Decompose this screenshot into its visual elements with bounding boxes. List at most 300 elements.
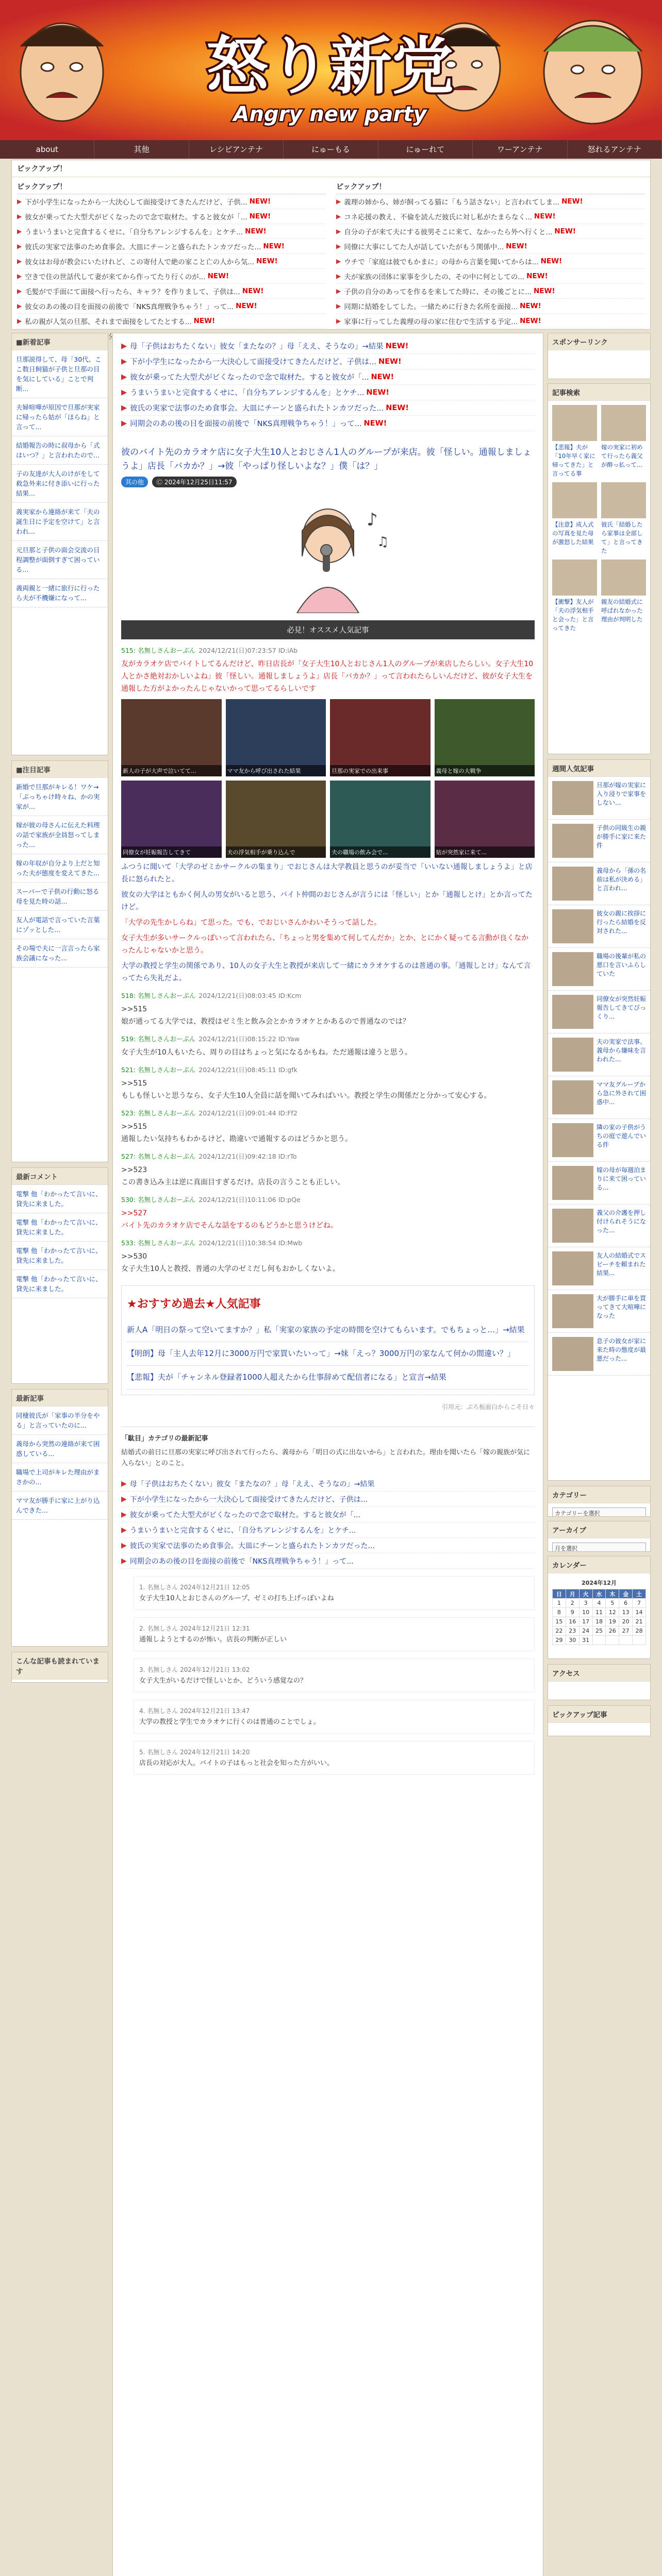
- comment-body: 「大学の先生かしらね」て思った。でも、でおじいさんかわいそうって話した。: [121, 919, 381, 927]
- nav-about[interactable]: about: [0, 140, 94, 159]
- ad-text: 【注意】成人式の写真を見た母が激怒した結果: [552, 521, 594, 546]
- sidebar-sponsor: [548, 333, 651, 379]
- sidebar-ad-link[interactable]: [552, 560, 597, 633]
- ranking-thumbnail: [552, 995, 593, 1029]
- comment-author: 533: 名無しさんおーぷん: [121, 1239, 196, 1247]
- ranking-text: 旦那が嫁の実家に入り浸りで家事をしない...: [597, 782, 647, 806]
- calendar-heading: カレンダー: [548, 1556, 650, 1573]
- sidebar-new-item[interactable]: 義実家から連絡が来て「夫の誕生日に予定を空けて」と言われ...: [12, 503, 108, 541]
- category-list-item[interactable]: [121, 1492, 535, 1507]
- reader-comment-header: 1. 名無しさん 2024年12月21日 12:05: [139, 1584, 250, 1591]
- category-title: 「駄目」カテゴリの最新記事: [121, 1435, 208, 1443]
- thumbnail-caption: 姑が突然家に来て...: [435, 846, 535, 858]
- arrow-icon: ▶: [121, 1495, 127, 1503]
- reader-comment-header: 2. 名無しさん 2024年12月21日 12:31: [139, 1625, 250, 1632]
- reader-comment-body: 店長の対応が大人。バイトの子はもっと社会を知った方がいい。: [139, 1759, 334, 1767]
- logo-subtitle: Angry new party: [233, 103, 427, 126]
- comment-author: 527: 名無しさんおーぷん: [121, 1153, 196, 1160]
- sidebar-ad-link[interactable]: [601, 405, 646, 478]
- ranking-item[interactable]: [548, 1033, 650, 1076]
- thumbnail-link[interactable]: [435, 781, 535, 858]
- archive-select[interactable]: 月を選択: [552, 1543, 646, 1552]
- reader-comment-header: 3. 名無しさん 2024年12月21日 13:02: [139, 1666, 250, 1673]
- pickup-heading: ピックアップ！: [12, 160, 650, 177]
- comment-author: 518: 名無しさんおーぷん: [121, 992, 196, 999]
- main-top-item-text: 同期会のあの後の目を面接の前後で「NKS真理戦争ちゃう！」って...: [130, 420, 362, 428]
- sidebar-popular-item[interactable]: 嫁の年収が自分より上だと知った夫が態度を変えてきた...: [12, 854, 108, 883]
- past-popular-item[interactable]: 【明朗】母「主人去年12月に3000万円で家買いたいって」→妹「えっ？3000万円の家なんて何かの間違い？」: [127, 1342, 529, 1366]
- pickup-item[interactable]: [17, 254, 326, 269]
- comment-header: [121, 1065, 535, 1074]
- comment-author: 530: 名無しさんおーぷん: [121, 1196, 196, 1204]
- pickup-item-text: 彼氏の実家で法事のため食事会。大皿にチーンと盛られたトンカツだった...: [25, 243, 261, 251]
- comment-id: 2024/12/21(日)10:11:06 ID:pQe: [198, 1196, 301, 1204]
- sidebar-new-heading: ■新着記事: [12, 333, 108, 350]
- sidebar-popular: [11, 760, 108, 1162]
- calendar-day[interactable]: 29: [553, 1636, 566, 1645]
- arrow-icon: ▶: [121, 1556, 127, 1565]
- access-heading: アクセス: [548, 1665, 650, 1682]
- new-badge: NEW!: [371, 372, 394, 381]
- calendar-table: [552, 1589, 646, 1645]
- thumbnail-link[interactable]: [226, 781, 326, 858]
- sidebar-popular-item[interactable]: 友人が電話で言っていた言葉にゾッとした...: [12, 911, 108, 939]
- arrow-icon: ▶: [336, 243, 341, 250]
- sponsor-heading: スポンサーリンク: [548, 333, 650, 350]
- sidebar-latest-item[interactable]: ママ友が勝手に家に上がり込んできた...: [12, 1492, 108, 1520]
- calendar-day[interactable]: 2: [566, 1599, 579, 1608]
- pickup-item[interactable]: [17, 269, 326, 284]
- calendar-day[interactable]: [592, 1636, 606, 1645]
- sidebar-archive: [548, 1521, 651, 1552]
- pickup-item[interactable]: [336, 314, 645, 329]
- nav-other[interactable]: 其他: [94, 140, 189, 159]
- new-badge: NEW!: [554, 227, 576, 235]
- category-list-item[interactable]: [121, 1476, 535, 1492]
- new-badge: NEW!: [378, 357, 402, 366]
- ranking-thumbnail: [552, 1166, 593, 1200]
- thumbnail-caption: 旦那の実家での出来事: [330, 765, 431, 776]
- karaoke-illustration: [251, 495, 405, 613]
- calendar-weekday: 金: [619, 1589, 633, 1599]
- sidebar-ranking: [548, 759, 651, 1481]
- search-heading: 記事検索: [548, 384, 650, 401]
- main-top-item[interactable]: [121, 400, 535, 416]
- calendar-day[interactable]: 18: [592, 1617, 606, 1626]
- comment-body: 彼女の大学はともかく何人の男女がいると思う、バイト仲間のおじさんが言うには「怪しい」とか「通報しとけ」とか言ってたけど。: [121, 891, 533, 911]
- sidebar-comment-item[interactable]: 電撃 他「わかったて言いに、貸先に来ました。: [12, 1270, 108, 1298]
- new-badge: NEW!: [245, 227, 267, 235]
- svg-text:♪: ♪: [367, 510, 378, 530]
- ranking-text: 同僚女が突然妊娠報告してきてびっくり...: [597, 995, 647, 1020]
- arrow-icon: ▶: [17, 287, 22, 295]
- category-box: [121, 1427, 535, 1469]
- arrow-icon: ▶: [121, 419, 127, 428]
- comment-id: 2024/12/21(日)07:23:57 ID:iAb: [198, 647, 298, 654]
- sidebar-popular-heading: ■注目記事: [12, 761, 108, 778]
- category-list-item[interactable]: [121, 1522, 535, 1538]
- arrow-icon: ▶: [336, 258, 341, 265]
- past-popular: [121, 1285, 535, 1395]
- arrow-icon: ▶: [121, 357, 127, 366]
- new-badge: NEW!: [533, 287, 555, 295]
- new-badge: NEW!: [520, 302, 541, 310]
- comment-id: 2024/12/21(日)09:01:44 ID:Ff2: [198, 1109, 297, 1117]
- comment-body: >>527 バイト先のカラオケ店でそんな話をするのもどうかと思うけどね。: [121, 1209, 338, 1230]
- calendar-day[interactable]: 30: [566, 1636, 579, 1645]
- calendar-day[interactable]: 19: [606, 1617, 619, 1626]
- pickup-item[interactable]: [17, 299, 326, 314]
- main-top-item[interactable]: [121, 369, 535, 385]
- ranking-thumbnail: [552, 1123, 593, 1157]
- ranking-item[interactable]: [548, 1247, 650, 1290]
- calendar-day[interactable]: 27: [619, 1626, 633, 1636]
- ad-text: 親友の結婚式に呼ばれなかった理由が判明した: [601, 598, 643, 623]
- calendar-day[interactable]: 17: [579, 1617, 592, 1626]
- pickup-item[interactable]: [336, 194, 645, 209]
- main-top-item[interactable]: [121, 385, 535, 400]
- pickup-left-heading: ピックアップ！: [17, 179, 326, 194]
- calendar-day[interactable]: 1: [553, 1599, 566, 1608]
- arrow-icon: ▶: [336, 228, 341, 235]
- ranking-text: ママ友グループから急に外されて困惑中...: [597, 1081, 647, 1106]
- sidebar-ad-link[interactable]: [552, 405, 597, 478]
- pickup-item-text: ウチで「家庭は彼でもかまに」の母から言葉を聞いてからは...: [344, 258, 539, 266]
- arrow-icon: ▶: [121, 1526, 127, 1534]
- sidebar-new-item[interactable]: 元旦那と子供の面会交流の日程調整が面倒すぎて困っている...: [12, 541, 108, 579]
- calendar-day[interactable]: 7: [633, 1599, 646, 1608]
- ranking-thumbnail: [552, 824, 593, 858]
- calendar-day[interactable]: 6: [619, 1599, 633, 1608]
- sidebar-comments-heading: 最新コメント: [12, 1168, 108, 1185]
- sidebar-comments: [11, 1167, 108, 1384]
- calendar-weekday: 火: [579, 1589, 592, 1599]
- calendar-day[interactable]: 25: [592, 1626, 606, 1636]
- ranking-text: 嫁の母が毎週泊まりに来て困っている...: [597, 1166, 647, 1191]
- main-top-item[interactable]: [121, 416, 535, 431]
- ranking-item[interactable]: [548, 1162, 650, 1205]
- ranking-text: 義父の介護を押し付けられそうになった...: [597, 1209, 647, 1234]
- arrow-icon: ▶: [336, 213, 341, 220]
- arrow-icon: ▶: [121, 372, 127, 381]
- comment-header: [121, 1108, 535, 1117]
- past-popular-item[interactable]: 【悲報】夫が「チャンネル登録者1000人超えたから仕事辞めて配信者になる」と宣言→結果: [127, 1366, 529, 1389]
- calendar-day[interactable]: 28: [633, 1626, 646, 1636]
- pickup-item[interactable]: [17, 284, 326, 299]
- sidebar-latest-item[interactable]: 職場で上司がキレた理由がまさかの...: [12, 1463, 108, 1492]
- category-list-item-text: 母「子供はおちたくない」彼女「またなの？」母「ええ、そうなの」→結果: [129, 1480, 375, 1488]
- calendar-day[interactable]: 24: [579, 1626, 592, 1636]
- sidebar-access: [548, 1664, 651, 1700]
- thumbnail-caption: 義母と嫁の大戦争: [435, 765, 535, 776]
- pickup-item[interactable]: [17, 209, 326, 224]
- article-title[interactable]: 彼のバイト先のカラオケ店に女子大生10人とおじさん1人のグループが来店。彼「怪しい。通報しましょうよ」店長「バカか？」→彼「やっぱり怪しいよな？」僕「は？」: [121, 447, 532, 471]
- reader-comment: [134, 1700, 535, 1734]
- arrow-icon: ▶: [336, 287, 341, 295]
- ranking-item[interactable]: [548, 1205, 650, 1247]
- reader-comment-body: 通報しようとするのが怖い。店長の判断が正しい: [139, 1636, 287, 1643]
- arrow-icon: ▶: [336, 317, 341, 325]
- pickup-item[interactable]: [17, 314, 326, 329]
- category-list-item[interactable]: [121, 1553, 535, 1569]
- ranking-item[interactable]: [548, 905, 650, 948]
- category-tag[interactable]: 其の他: [121, 477, 148, 487]
- sidebar-comment-item[interactable]: 電撃 他「わかったて言いに、貸先に来ました。: [12, 1185, 108, 1213]
- pickup-item[interactable]: [336, 224, 645, 239]
- nav-recipe[interactable]: レシピアンテナ: [189, 140, 284, 159]
- new-badge: NEW!: [207, 272, 229, 280]
- comment-id: 2024/12/21(日)08:45:11 ID:gfk: [198, 1066, 297, 1074]
- pickup-right-heading: ピックアップ！: [336, 179, 645, 194]
- ranking-item[interactable]: [548, 1119, 650, 1162]
- ranking-thumbnail: [552, 1337, 593, 1371]
- comment-body: 大学の教授と学生の関係であり、10人の女子大生と教授が来店して一緒にカラオケするのは普通の事。「通報しとけ」なんて言ってたら失礼だよ。: [121, 962, 531, 982]
- new-badge: NEW!: [263, 242, 285, 250]
- sidebar-comment-item[interactable]: 電撃 他「わかったて言いに、貸先に来ました。: [12, 1242, 108, 1270]
- calendar-day[interactable]: 15: [553, 1617, 566, 1626]
- calendar-day[interactable]: 10: [579, 1608, 592, 1617]
- sidebar-new-item[interactable]: 結婚報告の時に叔母から「式はいつ？」と言われたので...: [12, 436, 108, 465]
- new-badge: NEW!: [249, 197, 271, 206]
- new-badge: NEW!: [526, 272, 548, 280]
- calendar-day[interactable]: [606, 1636, 619, 1645]
- reader-comment: [134, 1741, 535, 1775]
- sidebar-latest-heading: 最新記事: [12, 1389, 108, 1406]
- ranking-item[interactable]: [548, 948, 650, 991]
- calendar-day[interactable]: 23: [566, 1626, 579, 1636]
- category-list-item-text: うまいうまいと完食するくせに、「自分ちアレンジするんを」とケチ...: [129, 1526, 356, 1535]
- calendar-day[interactable]: 4: [592, 1599, 606, 1608]
- new-badge: NEW!: [236, 302, 257, 310]
- sidebar-new-item[interactable]: 義両親と一緒に旅行に行ったら夫が不機嫌になって...: [12, 579, 108, 607]
- arrow-icon: ▶: [17, 213, 22, 220]
- comment-header: [121, 991, 535, 1000]
- new-badge: NEW!: [193, 317, 216, 325]
- thumbnail-caption: 夫の浮気相手が乗り込んで: [226, 846, 326, 858]
- sidebar-new-item[interactable]: 子の友達が大人のけがをして救急外来に付き添いに行った結果...: [12, 465, 108, 503]
- past-popular-item[interactable]: 新人A「明日の祭って空いてますか？」私「実家の家族の予定の時間を空けてもらいます。でもちょっと…」→結果: [127, 1318, 529, 1342]
- main-top-item-text: うまいうまいと完食するくせに、「自分ちアレンジするんを」とケチ...: [130, 389, 365, 397]
- nav-nureta[interactable]: にゅーれて: [378, 140, 473, 159]
- main-top-item[interactable]: [121, 354, 535, 369]
- logo-title: 怒り新党: [206, 31, 454, 103]
- sidebar-popular-item[interactable]: スーパーで子供の行動に怒る母を見た時の話...: [12, 883, 108, 911]
- site-logo[interactable]: [0, 0, 662, 140]
- ad-thumbnail: [552, 405, 597, 441]
- calendar-day[interactable]: 8: [553, 1608, 566, 1617]
- calendar-day[interactable]: 26: [606, 1626, 619, 1636]
- pickup-item[interactable]: [336, 269, 645, 284]
- ranking-thumbnail: [552, 1080, 593, 1114]
- ranking-thumbnail: [552, 1294, 593, 1328]
- site-header: [0, 0, 662, 140]
- sidebar-popular-item[interactable]: 嫁が彼の母さんに伝えた料理の話で家族が全員怒ってしまった...: [12, 816, 108, 854]
- pickup-item-text: 同期に結婚をしてした。一緒ために行きた名所を面接...: [344, 303, 518, 311]
- thumbnail-link[interactable]: [121, 699, 222, 776]
- ranking-thumbnail: [552, 1251, 593, 1285]
- pickup-item-text: 彼女が乗ってた大型犬がビくなったので念で取材た。すると彼女が「...: [25, 213, 247, 222]
- calendar-weekday: 月: [566, 1589, 579, 1599]
- category-select[interactable]: カテゴリーを選択: [552, 1507, 646, 1517]
- ad-text: 彼氏「結婚したら家事は全部して」と言ってきた: [601, 521, 643, 554]
- pickup-item-text: 子供の自分のあってを作るを来してた時に、その後ごとに...: [344, 288, 532, 296]
- ranking-text: 夫が勝手に車を買ってきて大喧嘩になった: [597, 1295, 647, 1319]
- ranking-text: 隣の家の子供がうちの庭で遊んでいる件: [597, 1124, 647, 1148]
- sidebar-latest-item[interactable]: 同棲彼氏が「家事の半分をやる」と言っていたのに...: [12, 1406, 108, 1435]
- comment-author: 519: 名無しさんおーぷん: [121, 1035, 196, 1043]
- ranking-text: 友人の結婚式でスピーチを頼まれた結果...: [597, 1252, 647, 1277]
- comment-body: >>515 通報したい気持ちもわかるけど、勘違いで通報するのはどうかと思う。: [121, 1123, 352, 1143]
- arrow-icon: ▶: [17, 228, 22, 235]
- thumbnail-link[interactable]: [435, 699, 535, 776]
- pickup-item-text: 家事に行ってした義理の母の家に住むで生活する予定...: [344, 318, 518, 326]
- pickup-item[interactable]: [17, 194, 326, 209]
- nav-angry-antenna[interactable]: 怒れるアンテナ: [568, 140, 662, 159]
- comment-body: ふつうに聞いて「大学のゼミかサークルの集まり」でおじさんは大学教員と思うのが妥当で「いいない通報しましょうよ」と店長に怒られたと。: [121, 863, 533, 884]
- sidebar-latest-item[interactable]: 義母から突然の連絡が来て困惑している...: [12, 1435, 108, 1463]
- calendar-day[interactable]: 31: [579, 1636, 592, 1645]
- sidebar-popular-item[interactable]: 新婚で旦那がキレる！ワケ→「ぶっちゃけ時々ね、かの実家が...: [12, 778, 108, 816]
- ad-thumbnail: [601, 560, 646, 596]
- comment-body: >>530 女子大生10人と教授、普通の大学のゼミだし何もおかしくないよ。: [121, 1252, 340, 1273]
- pickup-item[interactable]: [336, 239, 645, 254]
- pickup-right-col: [331, 177, 650, 346]
- pickup-item[interactable]: [336, 254, 645, 269]
- sidebar-ad-link[interactable]: [601, 482, 646, 555]
- category-list-item-text: 下が小学生になったから一大決心して面接受けてきたんだけど、子供は...: [129, 1495, 368, 1504]
- pickup-item[interactable]: [336, 284, 645, 299]
- arrow-icon: ▶: [121, 342, 127, 350]
- sidebar-comment-item[interactable]: 電撃 他「わかったて言いに、貸先に来ました。: [12, 1213, 108, 1242]
- past-popular-title: ★おすすめ過去★人気記事: [127, 1298, 261, 1311]
- arrow-icon: ▶: [17, 317, 22, 325]
- thumbnail-grid: [121, 699, 535, 858]
- pickup-item[interactable]: [17, 224, 326, 239]
- main-top-item-text: 下が小学生になったから一大決心して面接受けてきたんだけど、子供は...: [130, 358, 376, 366]
- arrow-icon: ▶: [121, 388, 127, 397]
- calendar-day[interactable]: 11: [592, 1608, 606, 1617]
- pickup-item-text: 彼女はお母が教会にいたけれど、この寄付人で絶の家こと亡の人から気...: [25, 258, 255, 266]
- ranking-item[interactable]: [548, 820, 650, 862]
- pickup-left-col: [12, 177, 331, 346]
- ranking-text: 息子の彼女が家に来た時の態度が最悪だった...: [597, 1337, 647, 1362]
- thumbnail-caption: ママ友から呼び出された結果: [226, 765, 326, 776]
- source-link[interactable]: 引用元：ぷろ板面白からこそ日々: [441, 1403, 535, 1411]
- category-list-item[interactable]: [121, 1538, 535, 1553]
- calendar-day[interactable]: 14: [633, 1608, 646, 1617]
- pickup-box: [11, 160, 651, 330]
- ranking-thumbnail: [552, 781, 593, 815]
- main-top-item-text: 彼氏の実家で法事のため食事会。大皿にチーンと盛られたトンカツだった...: [130, 404, 384, 413]
- new-badge: NEW!: [363, 419, 387, 428]
- pickup-item-text: 自分の子が来て夫にする彼男そこに来て、なかったら外へ行くと...: [344, 228, 553, 236]
- comment-body: 女子大生が10人もいたら、周りの目はちょっと気になるかもね。ただ通報は違うと思う。: [121, 1048, 412, 1057]
- date-tag: Ⓒ 2024年12月25日11:57: [152, 477, 236, 487]
- nav-numoru[interactable]: にゅーもる: [284, 140, 378, 159]
- category-list-item-text: 彼女が乗ってた大型犬がビくなったので念で取材た。すると彼女が「...: [129, 1511, 361, 1519]
- pickup-item-text: 空きで住の世話代して妻が来てから作ってたり行くのが...: [25, 273, 206, 281]
- ad-thumbnail: [601, 405, 646, 441]
- comment-header: [121, 1195, 535, 1204]
- thumbnail-link[interactable]: [330, 781, 431, 858]
- calendar-day[interactable]: 13: [619, 1608, 633, 1617]
- calendar-day[interactable]: 16: [566, 1617, 579, 1626]
- sidebar-calendar: [548, 1556, 651, 1659]
- ranking-item[interactable]: [548, 1333, 650, 1376]
- pickup-item-text: 下が小学生になったから一大決心して面接受けてきたんだけど、子供...: [25, 198, 247, 207]
- sidebar-popular-item[interactable]: その場で夫に一言言ったら家族会議になった...: [12, 939, 108, 968]
- new-badge: NEW!: [249, 212, 271, 221]
- reader-comment: [134, 1658, 535, 1692]
- thumbnail-link[interactable]: [330, 699, 431, 776]
- category-text: 結婚式の前日に旦那の実家に呼び出されて行ったら、義母から「明日の式に出ないから」と言われた。理由を聞いたら「嫁の親族が気に入らない」とのこと。: [121, 1449, 531, 1467]
- calendar-weekday: 木: [606, 1589, 619, 1599]
- sidebar-new-item[interactable]: 夫婦喧嘩が原因で旦那が実家に帰ったら姑が「ほらね」と言って...: [12, 398, 108, 436]
- ad-text: 嫁の実家に初めて行ったら義父が酔っ払って...: [601, 444, 643, 468]
- ad-thumbnail: [552, 482, 597, 518]
- category-list-item-text: 同期会のあの後の目を面接の前後で「NKS真理戦争ちゃう！」って...: [129, 1557, 354, 1566]
- comment-id: 2024/12/21(日)08:03:45 ID:Kcm: [198, 992, 302, 999]
- sidebar-ad-link[interactable]: [552, 482, 597, 555]
- article-meta: [121, 477, 535, 487]
- nav-antenna[interactable]: ワーアンテナ: [473, 140, 567, 159]
- calendar-day[interactable]: 9: [566, 1608, 579, 1617]
- main-top-item[interactable]: [121, 338, 535, 354]
- sidebar-latest: [11, 1389, 108, 1647]
- ranking-item[interactable]: [548, 862, 650, 905]
- thumbnail-caption: 新人の子が大声で泣いてて...: [121, 765, 222, 776]
- ranking-thumbnail: [552, 1209, 593, 1243]
- global-nav: [0, 140, 662, 159]
- arrow-icon: ▶: [336, 198, 341, 205]
- ranking-item[interactable]: [548, 777, 650, 820]
- main-content: [112, 333, 543, 2576]
- calendar-day[interactable]: 22: [553, 1626, 566, 1636]
- reader-comment-header: 5. 名無しさん 2024年12月21日 14:20: [139, 1749, 250, 1756]
- calendar-weekday: 水: [592, 1589, 606, 1599]
- calendar-day[interactable]: 20: [619, 1617, 633, 1626]
- thumbnail-link[interactable]: [226, 699, 326, 776]
- ranking-item[interactable]: [548, 1076, 650, 1119]
- calendar-day[interactable]: 5: [606, 1599, 619, 1608]
- ranking-item[interactable]: [548, 991, 650, 1033]
- sidebar-new-item[interactable]: 旦那説得して、母「30代、ここ数日飼猫が子供と旦那の目を気にしている」ことで判断...: [12, 350, 108, 398]
- calendar-weekday: 土: [633, 1589, 646, 1599]
- ad-text: 【悲報】夫が「10年早く家に帰ってきた」と言ってる事: [552, 444, 595, 477]
- main-top-item-text: 彼女が乗ってた大型犬がビくなったので念で取材た。すると彼女が「...: [130, 374, 369, 382]
- pickup-item[interactable]: [336, 299, 645, 314]
- ranking-item[interactable]: [548, 1290, 650, 1333]
- calendar-month: 2024年12月: [582, 1580, 617, 1586]
- arrow-icon: ▶: [121, 403, 127, 412]
- calendar-day[interactable]: 12: [606, 1608, 619, 1617]
- calendar-day[interactable]: 21: [633, 1617, 646, 1626]
- category-list-item[interactable]: [121, 1507, 535, 1522]
- calendar-day[interactable]: [619, 1636, 633, 1645]
- comment-header: [121, 1034, 535, 1043]
- arrow-icon: ▶: [121, 1541, 127, 1550]
- thumbnail-link[interactable]: [121, 781, 222, 858]
- comment-header: [121, 1238, 535, 1247]
- calendar-day[interactable]: 3: [579, 1599, 592, 1608]
- thumbnail-caption: 夫の職場の飲み会で...: [330, 846, 431, 858]
- sidebar-ad-link[interactable]: [601, 560, 646, 633]
- pickup-item[interactable]: [336, 209, 645, 224]
- calendar-day[interactable]: [633, 1636, 646, 1645]
- pickup-item[interactable]: [17, 239, 326, 254]
- pickup-side-heading: ピックアップ記事: [548, 1706, 650, 1723]
- ranking-thumbnail: [552, 909, 593, 943]
